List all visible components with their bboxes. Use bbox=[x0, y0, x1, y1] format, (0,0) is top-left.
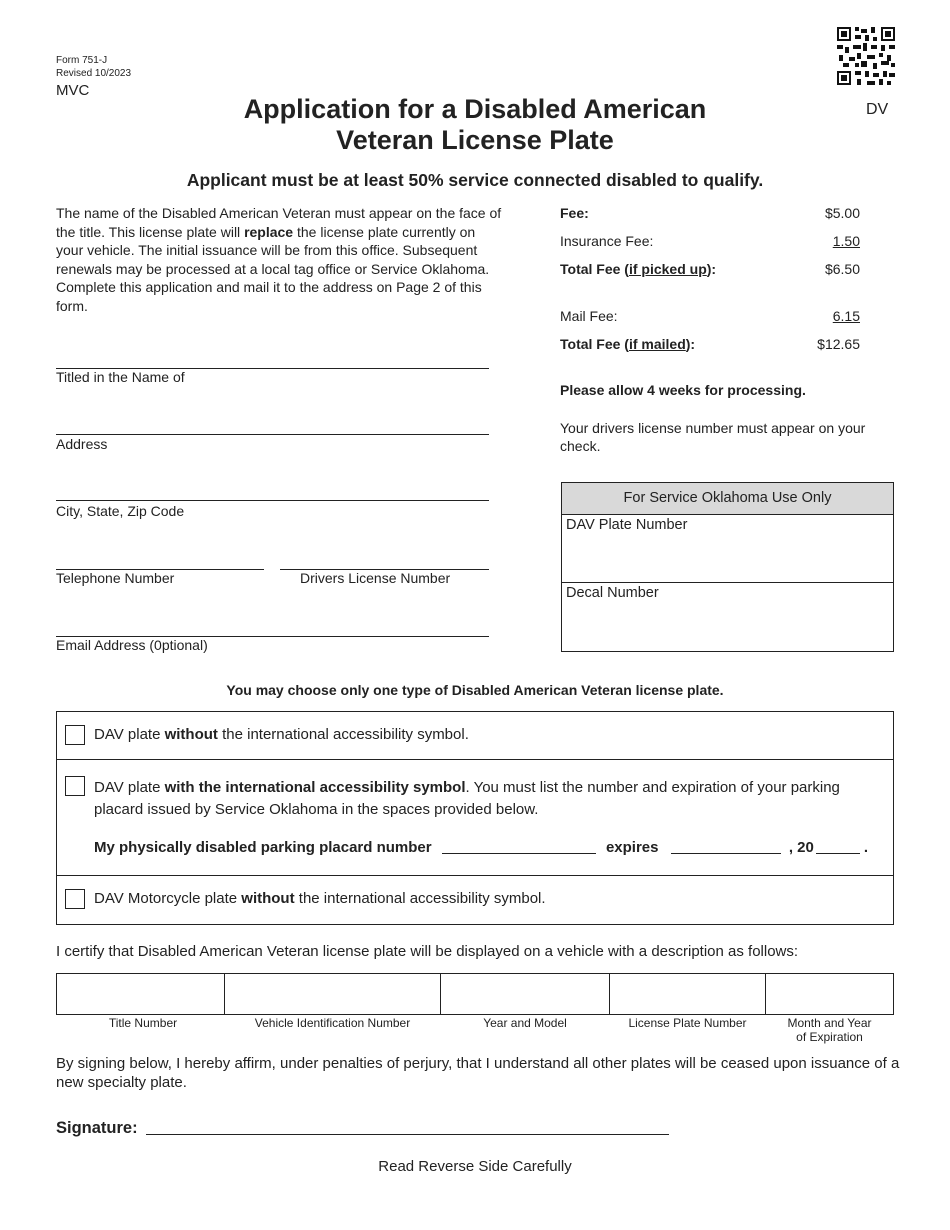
email-label: Email Address (0ptional) bbox=[56, 637, 208, 653]
total-mailed-row bbox=[560, 336, 860, 352]
title-number-input[interactable] bbox=[56, 973, 225, 1015]
affirmation-statement: By signing below, I hereby affirm, under penalties of perjury, that I understand all other plates will be ceased upon issuance of a new specialty plate. bbox=[56, 1055, 900, 1091]
option-divider-2 bbox=[56, 875, 894, 876]
intro-text-2: the license plate currently on your vehicle. The initial issuance will be from this office. Subsequent renewals may be processed at a local tag office or Service Oklahoma. Complete this application and mail it to the address on Page 2 of this form. bbox=[56, 223, 490, 314]
mail-fee-amount: 6.15 bbox=[832, 308, 860, 324]
option-2-checkbox[interactable] bbox=[65, 776, 85, 796]
expiration-input[interactable] bbox=[765, 973, 894, 1015]
mail-fee-label: Mail Fee: bbox=[560, 308, 618, 324]
signature-label: Signature: bbox=[56, 1119, 138, 1137]
plate-code: DV bbox=[866, 101, 889, 118]
eligibility-subtitle: Applicant must be at least 50% service connected disabled to qualify. bbox=[186, 170, 764, 190]
insurance-fee-amount: 1.50 bbox=[832, 233, 860, 249]
check-note: Your drivers license number must appear on your check. bbox=[560, 420, 866, 454]
option-1-checkbox[interactable] bbox=[65, 725, 85, 745]
fee-amount: $5.00 bbox=[824, 205, 860, 221]
placard-line bbox=[94, 839, 868, 856]
intro-paragraph bbox=[56, 204, 506, 315]
insurance-fee-label: Insurance Fee: bbox=[560, 233, 654, 249]
office-use-header: For Service Oklahoma Use Only bbox=[562, 483, 893, 515]
revised-date: Revised 10/2023 bbox=[56, 68, 132, 79]
total-pickup-amount: $6.50 bbox=[824, 261, 860, 277]
intro-text-bold: replace bbox=[244, 223, 294, 240]
signature-input[interactable] bbox=[146, 1134, 669, 1135]
intro-text-1: The name of the Disabled American Veteran must appear on the face of the title. This license plate will bbox=[56, 205, 502, 240]
title-number-caption: Title Number bbox=[108, 1016, 178, 1030]
title-line-1: Application for a Disabled American bbox=[243, 94, 707, 124]
office-use-box bbox=[561, 482, 894, 652]
fee-label: Fee: bbox=[560, 205, 589, 221]
placard-number-input[interactable] bbox=[442, 853, 596, 854]
vin-caption: Vehicle Identification Number bbox=[254, 1016, 411, 1030]
certify-statement: I certify that Disabled American Veteran license plate will be displayed on a vehicle with a description as follows: bbox=[56, 943, 799, 960]
city-state-zip-input[interactable] bbox=[56, 500, 489, 501]
placard-expires-label: expires bbox=[605, 839, 659, 856]
option-divider-1 bbox=[56, 759, 894, 760]
year-model-input[interactable] bbox=[440, 973, 610, 1015]
form-number: Form 751-J bbox=[56, 55, 108, 66]
vin-input[interactable] bbox=[224, 973, 441, 1015]
license-plate-caption: License Plate Number bbox=[628, 1016, 747, 1030]
decal-number-label: Decal Number bbox=[566, 585, 659, 601]
drivers-license-label: Drivers License Number bbox=[300, 570, 451, 586]
fee-row bbox=[560, 205, 860, 221]
placard-label: My physically disabled parking placard number bbox=[94, 839, 432, 856]
license-plate-input[interactable] bbox=[609, 973, 766, 1015]
titled-name-label: Titled in the Name of bbox=[56, 369, 185, 385]
qr-code-icon bbox=[837, 27, 895, 85]
telephone-label: Telephone Number bbox=[56, 570, 175, 586]
total-pickup-label: Total Fee (if picked up): bbox=[560, 261, 717, 277]
total-pickup-row bbox=[560, 261, 860, 277]
address-input[interactable] bbox=[56, 434, 489, 435]
choose-note: You may choose only one type of Disabled American Veteran license plate. bbox=[226, 682, 724, 698]
placard-expiration-input[interactable] bbox=[671, 853, 781, 854]
placard-period: . bbox=[863, 839, 869, 856]
total-mailed-amount: $12.65 bbox=[817, 336, 860, 352]
address-label: Address bbox=[56, 436, 108, 452]
option-3-label: DAV Motorcycle plate without the international accessibility symbol. bbox=[94, 890, 546, 907]
decal-number-field bbox=[562, 583, 893, 601]
dav-plate-number-label: DAV Plate Number bbox=[566, 517, 688, 533]
placard-year-input[interactable] bbox=[816, 853, 860, 854]
page-title bbox=[0, 94, 950, 156]
dav-plate-number-field bbox=[562, 515, 893, 583]
option-1-label: DAV plate without the international accessibility symbol. bbox=[94, 726, 469, 743]
processing-note: Please allow 4 weeks for processing. bbox=[560, 382, 806, 398]
mail-fee-row bbox=[560, 308, 860, 324]
placard-year-prefix: , 20 bbox=[788, 839, 814, 856]
expiration-caption: Month and Year of Expiration bbox=[787, 1016, 872, 1044]
footer-note: Read Reverse Side Carefully bbox=[378, 1158, 572, 1175]
option-3-checkbox[interactable] bbox=[65, 889, 85, 909]
option-2-label: DAV plate with the international accessibility symbol. You must list the number and expiration of your parking placard issued by Service Oklahoma in the spaces provided below. bbox=[94, 779, 840, 818]
city-state-zip-label: City, State, Zip Code bbox=[56, 503, 185, 519]
division-code: MVC bbox=[56, 82, 90, 99]
title-line-2: Veteran License Plate bbox=[336, 125, 614, 155]
total-mailed-label: Total Fee (if mailed): bbox=[560, 336, 696, 352]
year-model-caption: Year and Model bbox=[483, 1016, 567, 1030]
insurance-fee-row bbox=[560, 233, 860, 249]
